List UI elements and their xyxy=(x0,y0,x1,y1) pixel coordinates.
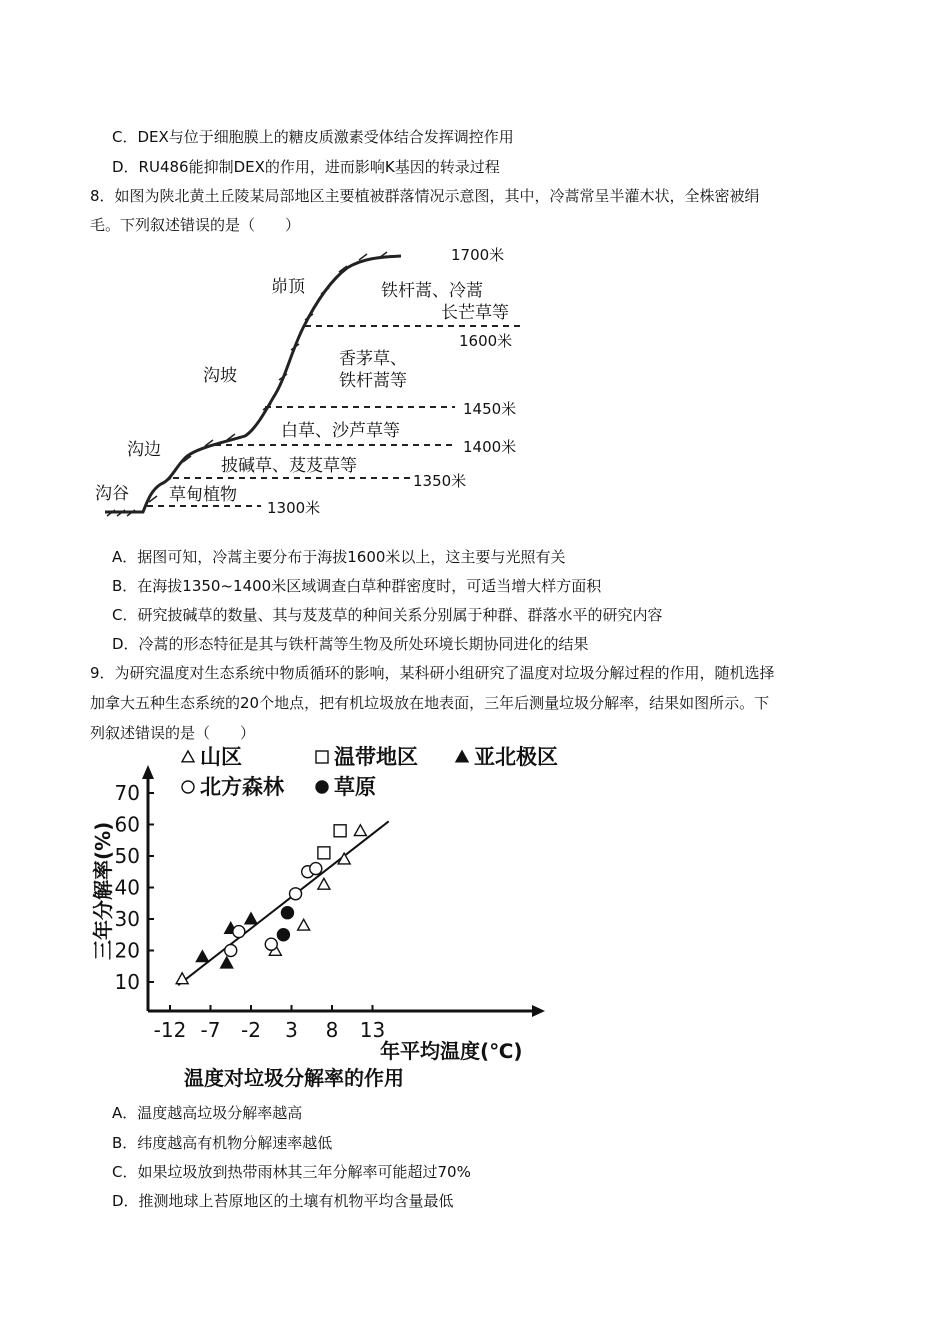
y-tick-label: 60 xyxy=(114,812,140,837)
chart-legend xyxy=(182,745,558,799)
data-point xyxy=(265,938,277,950)
legend-label: 草原 xyxy=(334,775,376,799)
terrain-label-valley: 沟谷 xyxy=(95,484,129,504)
data-point xyxy=(225,945,237,957)
q8-stem-line1: 8．如图为陕北黄土丘陵某局部地区主要植被群落情况示意图，其中，冷蒿常呈半灌木状，全株密被绢 xyxy=(90,187,760,205)
data-point xyxy=(290,888,302,900)
q7-option-d: D．RU486能抑制DEX的作用，进而影响K基因的转录过程 xyxy=(112,158,500,176)
data-point xyxy=(196,951,208,962)
data-point xyxy=(318,878,330,889)
data-point xyxy=(298,919,310,930)
legend-label: 山区 xyxy=(200,745,242,769)
terrain-label-top: 峁顶 xyxy=(271,277,305,297)
chart-axes xyxy=(91,765,545,1042)
legend-marker xyxy=(456,751,468,762)
x-tick-label: -12 xyxy=(153,1018,187,1042)
data-point xyxy=(233,926,245,938)
chart-marks xyxy=(176,821,389,985)
q9-option-b: B．纬度越高有机物分解速率越低 xyxy=(112,1134,333,1152)
altitude-1400: 1400米 xyxy=(463,438,517,456)
data-point xyxy=(281,907,293,919)
decomposition-scatter-chart xyxy=(80,745,570,1095)
data-point xyxy=(318,847,330,859)
zone-label-4: 披碱草、芨芨草等 xyxy=(221,456,357,476)
x-tick-label: 3 xyxy=(285,1018,298,1042)
altitude-1450: 1450米 xyxy=(463,400,517,418)
chart-ylabel: 三年分解率(%) xyxy=(91,821,115,960)
y-tick-label: 70 xyxy=(114,781,140,805)
q9-option-c: C．如果垃圾放到热带雨林其三年分解率可能超过70% xyxy=(112,1163,471,1181)
data-point xyxy=(334,825,346,837)
zone-label-1a: 铁杆蒿、冷蒿 xyxy=(381,281,483,301)
q9-stem-line1: 9．为研究温度对生态系统中物质循环的影响，某科研小组研究了温度对垃圾分解过程的作用，随机选择 xyxy=(90,664,775,682)
zone-label-1b: 长芒草等 xyxy=(441,303,509,323)
q9-option-d: D．推测地球上苔原地区的土壤有机物平均含量最低 xyxy=(112,1192,454,1210)
q8-stem-line2: 毛。下列叙述错误的是（ ） xyxy=(90,216,301,234)
chart-xlabel: 年平均温度(℃) xyxy=(380,1039,523,1063)
x-tick-label: -2 xyxy=(241,1018,261,1042)
terrain-label-edge: 沟边 xyxy=(127,440,161,460)
data-point xyxy=(310,863,322,875)
y-axis-arrow xyxy=(142,765,154,779)
q8-option-d: D．冷蒿的形态特征是其与铁杆蒿等生物及所处环境长期协同进化的结果 xyxy=(112,635,589,653)
zone-label-3: 白草、沙芦草等 xyxy=(281,421,400,441)
zone-label-2a: 香茅草、 xyxy=(339,349,407,369)
data-point xyxy=(221,957,233,968)
y-tick-label: 10 xyxy=(114,970,140,994)
x-tick-label: 13 xyxy=(359,1018,386,1042)
trend-line xyxy=(178,821,389,985)
q9-stem-line2: 加拿大五种生态系统的20个地点，把有机垃圾放在地表面，三年后测量垃圾分解率，结果如图所示。下 xyxy=(90,694,770,712)
legend-marker xyxy=(182,781,194,793)
y-tick-label: 40 xyxy=(114,875,140,900)
q8-option-b: B．在海拔1350~1400米区域调查白草种群密度时，可适当增大样方面积 xyxy=(112,577,602,595)
vegetation-diagram xyxy=(95,240,535,525)
x-axis-arrow xyxy=(532,1005,545,1017)
altitude-1700: 1700米 xyxy=(451,246,505,264)
zone-label-2b: 铁杆蒿等 xyxy=(339,371,407,391)
x-tick-label: -7 xyxy=(200,1018,221,1042)
legend-label: 北方森林 xyxy=(200,775,284,799)
zone-label-5: 草甸植物 xyxy=(169,485,237,505)
chart-title: 温度对垃圾分解率的作用 xyxy=(184,1066,404,1090)
legend-marker xyxy=(316,781,328,793)
q9-option-a: A．温度越高垃圾分解率越高 xyxy=(112,1104,303,1122)
terrain-label-slope: 沟坡 xyxy=(203,366,237,386)
y-tick-label: 50 xyxy=(114,844,140,868)
y-tick-label: 30 xyxy=(114,907,140,931)
q8-option-a: A．据图可知，冷蒿主要分布于海拔1600米以上，这主要与光照有关 xyxy=(112,548,566,566)
legend-marker xyxy=(182,751,194,762)
data-point xyxy=(245,913,257,924)
altitude-1300: 1300米 xyxy=(267,499,321,517)
data-point xyxy=(277,929,289,941)
y-tick-label: 20 xyxy=(114,938,140,963)
legend-label: 温带地区 xyxy=(334,745,418,769)
altitude-1350: 1350米 xyxy=(413,472,467,490)
x-tick-label: 8 xyxy=(325,1018,339,1042)
altitude-1600: 1600米 xyxy=(459,332,513,350)
data-point xyxy=(354,825,366,836)
legend-label: 亚北极区 xyxy=(474,745,558,769)
q9-stem-line3: 列叙述错误的是（ ） xyxy=(90,724,256,742)
q8-option-c: C．研究披碱草的数量、其与芨芨草的种间关系分别属于种群、群落水平的研究内容 xyxy=(112,606,663,624)
q7-option-c: C．DEX与位于细胞膜上的糖皮质激素受体结合发挥调控作用 xyxy=(112,128,514,146)
legend-marker xyxy=(316,751,328,763)
